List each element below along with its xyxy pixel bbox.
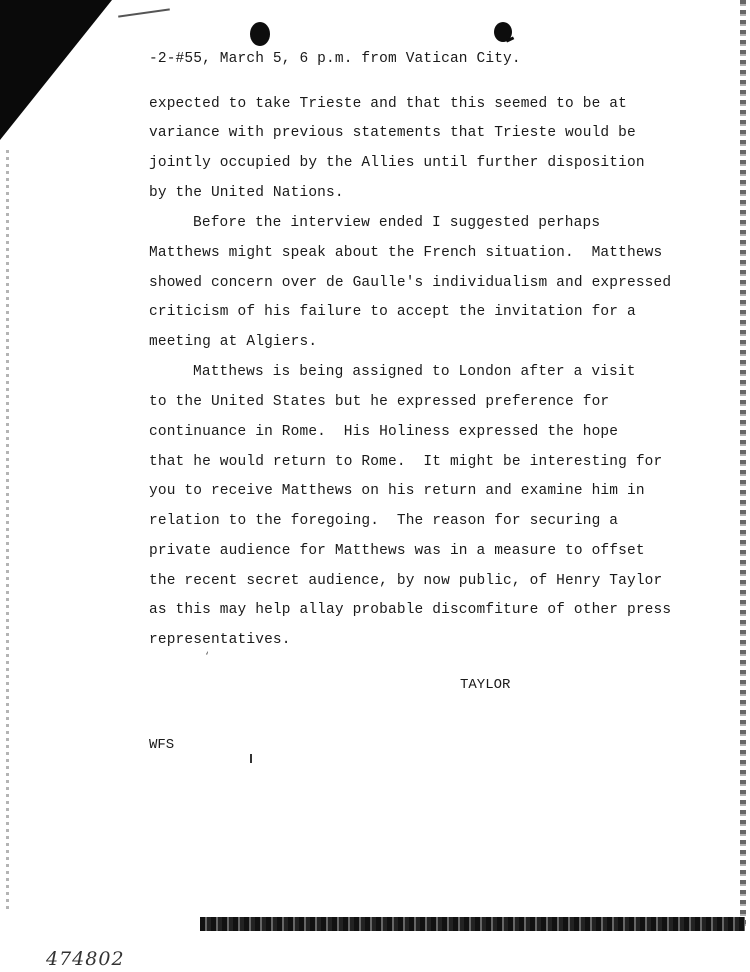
corner-fold [0,0,112,140]
body-line: Matthews might speak about the French situation. Matthews [149,245,663,261]
signature: TAYLOR [460,677,511,693]
body-line: the recent secret audience, by now public, of Henry Taylor [149,573,663,589]
body-line: you to receive Matthews on his return and examine him in [149,483,645,499]
scan-edge-bottom [200,917,745,931]
body-line: meeting at Algiers. [149,334,318,350]
body-line: showed concern over de Gaulle's individualism and expressed [149,275,672,291]
stray-mark: ‘ [204,652,211,663]
punch-hole-right [494,22,512,42]
body-line: representatives. [149,632,291,648]
body-line: as this may help allay probable discomfiture of other press [149,602,672,618]
body-line: variance with previous statements that Trieste would be [149,125,636,141]
body-line: relation to the foregoing. The reason for securing a [149,513,619,529]
typist-initials: WFS [149,737,175,753]
stray-tick [250,754,252,763]
body-line: continuance in Rome. His Holiness expressed the hope [149,424,619,440]
scan-edge-right [740,0,746,930]
body-line: criticism of his failure to accept the invitation for a [149,304,636,320]
body-line: that he would return to Rome. It might be interesting for [149,454,663,470]
page-header: -2-#55, March 5, 6 p.m. from Vatican City. [149,51,521,67]
body-line: to the United States but he expressed preference for [149,394,610,410]
body-line: jointly occupied by the Allies until further disposition [149,155,645,171]
handwritten-file-number: 474802 [46,948,125,970]
body-line: by the United Nations. [149,185,344,201]
punch-hole-left [250,22,270,46]
scan-edge-left [6,150,9,910]
body-line: Matthews is being assigned to London after a visit [193,364,636,380]
pencil-mark [118,8,170,17]
body-line: private audience for Matthews was in a measure to offset [149,543,645,559]
body-line: Before the interview ended I suggested perhaps [193,215,601,231]
body-line: expected to take Trieste and that this seemed to be at [149,96,627,112]
